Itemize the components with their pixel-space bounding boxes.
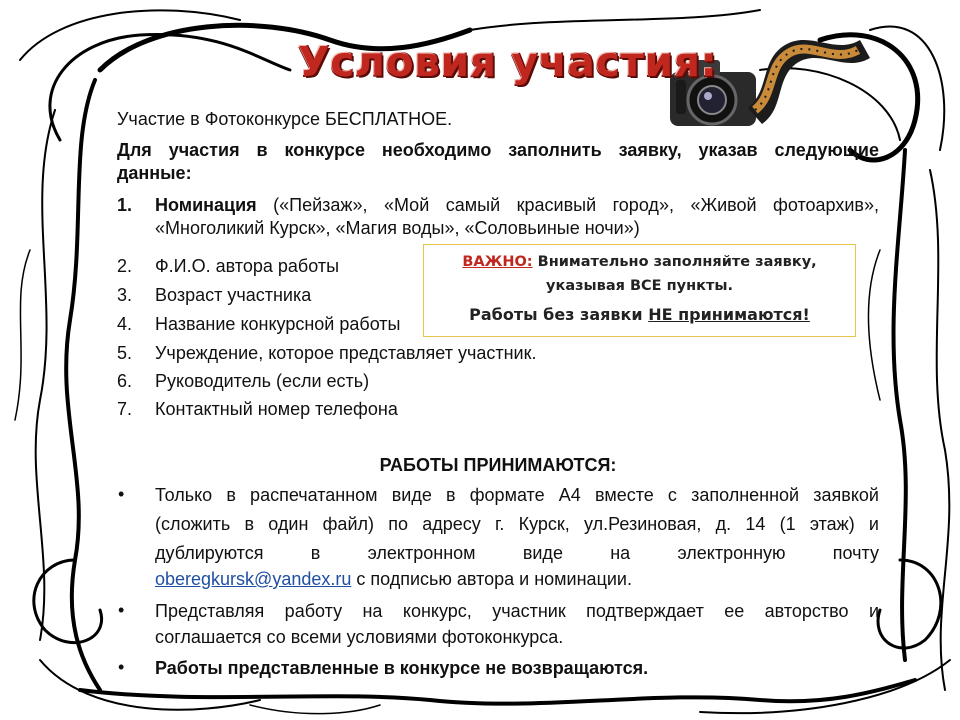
notice-text-3a: Работы без заявки <box>469 305 649 324</box>
bullet-1-line-4 <box>155 568 632 591</box>
important-label: ВАЖНО: <box>462 254 533 270</box>
list-item: Название конкурсной работы <box>155 314 401 334</box>
nomination-options: («Пейзаж», «Мой самый красивый город», «Живой фотоархив», <box>256 195 879 215</box>
bullet-1-line-1: Только в распечатанном виде в формате А4 вместе с заполненной заявкой <box>155 485 879 505</box>
bullet-3: Работы представленные в конкурсе не возвращаются. <box>155 658 649 678</box>
bullet-1-line-2: (сложить в один файл) по адресу г. Курск, ул.Резиновая, д. 14 (1 этаж) и <box>155 514 879 534</box>
bullet-2-line-1: Представляя работу на конкурс, участник подтверждает ее авторство и <box>155 601 879 621</box>
list-number: 2. <box>117 256 133 276</box>
bullet-marker: • <box>118 657 125 677</box>
list-number: 5. <box>117 343 133 363</box>
list-item: Ф.И.О. автора работы <box>155 256 340 276</box>
intro-text: Участие в Фотоконкурсе БЕСПЛАТНОЕ. <box>117 109 453 129</box>
bullet-marker: • <box>118 484 125 504</box>
bullet-marker: • <box>118 600 125 620</box>
requirement-line-2: данные: <box>117 163 192 183</box>
list-number: 4. <box>117 314 133 334</box>
notice-text-1: Внимательно заполняйте заявку, <box>532 254 817 270</box>
nomination-options-cont: «Многоликий Курск», «Магия воды», «Соловьиные ночи») <box>155 218 640 238</box>
important-notice <box>423 244 856 337</box>
list-item: Руководитель (если есть) <box>155 371 370 391</box>
bullet-2-line-2: соглашается со всеми условиями фотоконкурса. <box>155 627 564 647</box>
notice-line-1 <box>424 254 855 270</box>
bullet-1-line-3: дублируются в электронном виде на электронную почту <box>155 543 879 563</box>
list-number: 1. <box>117 195 133 215</box>
list-item: Учреждение, которое представляет участник. <box>155 343 537 363</box>
list-number: 3. <box>117 285 133 305</box>
bullet-1-rest: с подписью автора и номинации. <box>351 569 632 589</box>
notice-line-3 <box>424 305 855 324</box>
page-title: Условия участия: <box>298 38 718 86</box>
list-item-nomination <box>155 194 879 217</box>
list-number: 6. <box>117 371 133 391</box>
email-link[interactable]: oberegkursk@yandex.ru <box>155 569 352 589</box>
notice-text-3b: НЕ принимаются! <box>648 305 810 324</box>
accept-heading: РАБОТЫ ПРИНИМАЮТСЯ: <box>379 455 617 475</box>
list-item: Контактный номер телефона <box>155 399 398 419</box>
nomination-label: Номинация <box>155 195 257 215</box>
list-item: Возраст участника <box>155 285 312 305</box>
requirement-line-1: Для участия в конкурсе необходимо заполнить заявку, указав следующие <box>117 140 879 160</box>
notice-line-2: указывая ВСЕ пункты. <box>546 278 733 294</box>
list-number: 7. <box>117 399 133 419</box>
